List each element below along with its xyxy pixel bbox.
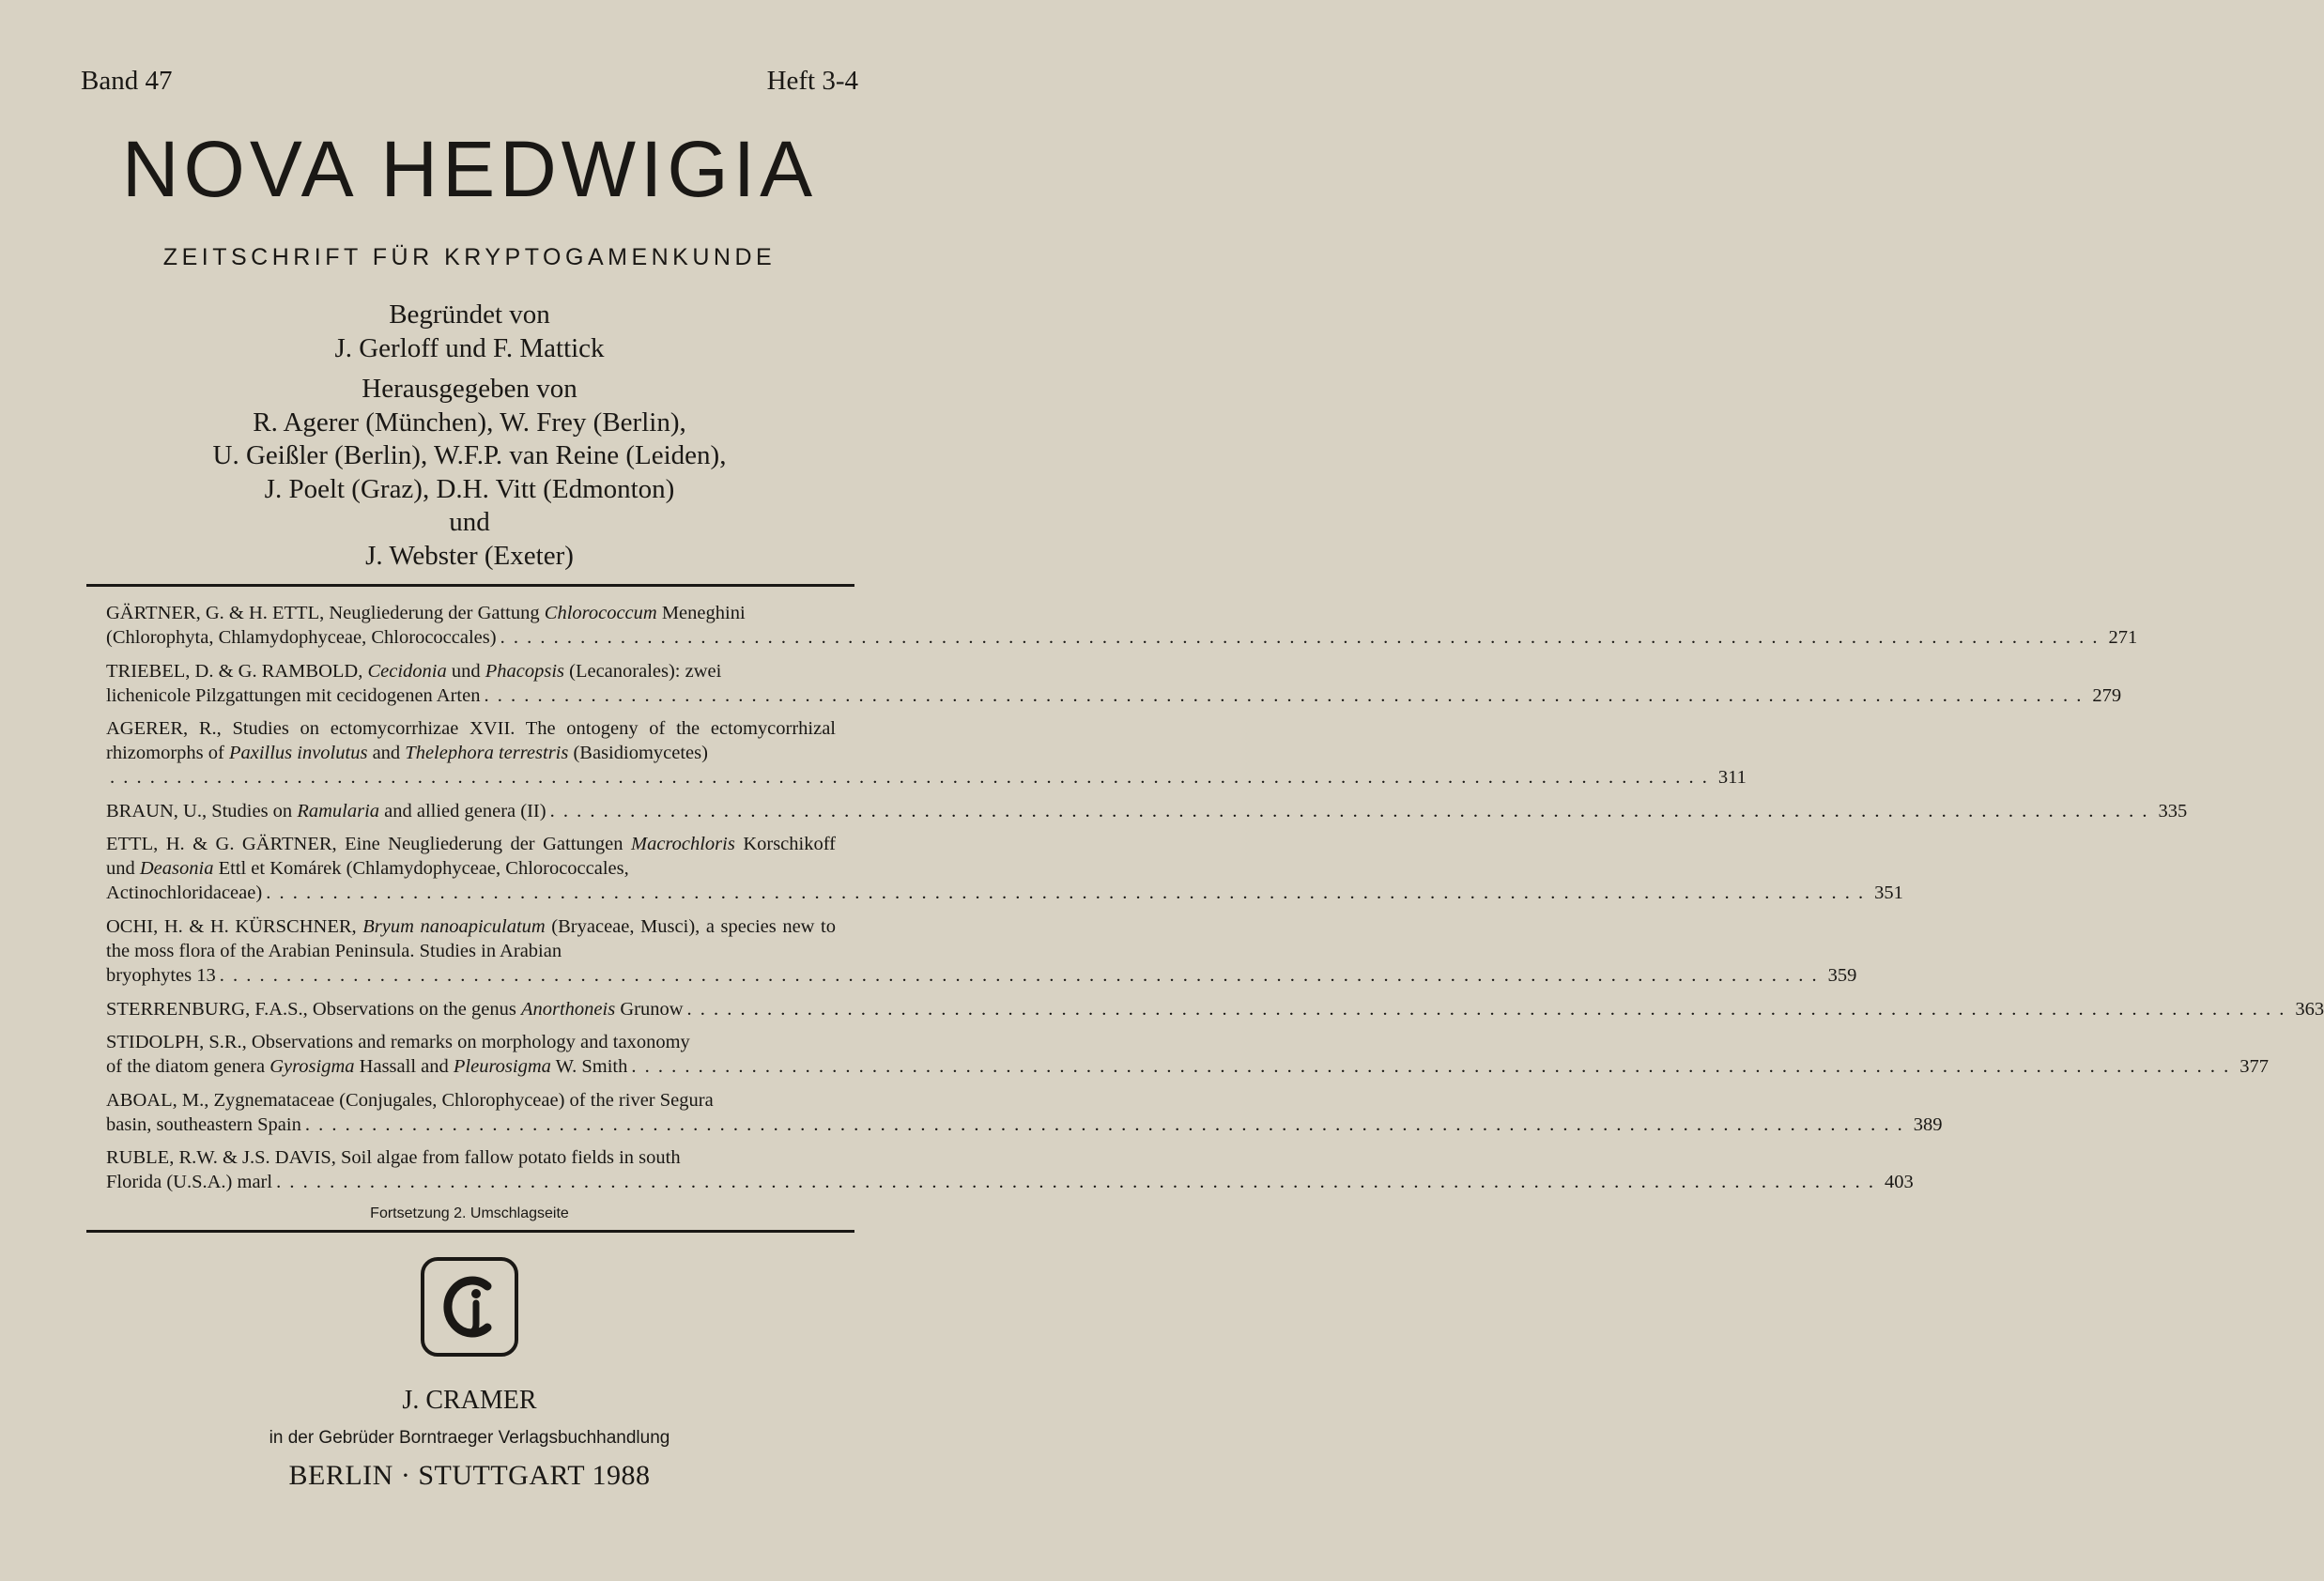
entry-text: Korschikoff und [106,834,837,880]
toc-entry-last-line [106,683,2122,708]
dot-leader: . . . . . . . . . . . . . . . . . . . . . . . . . . . . . . . . . . . . . . . . . . . . . . . . . . . . . . . . . . . . . . . . . . . . . . . . . . . . . . . . . . . . . . . . . . . . . . . . . . . . . . . . . . . . . . . . . . . . . . . . [549,800,2149,821]
page-number: 377 [2239,1056,2269,1078]
toc-entry-body [106,1088,836,1113]
entry-text: Grunow [615,998,684,1020]
editors-line: J. Webster (Exeter) [365,540,574,571]
entry-text: Actinochloridaceae) [106,883,263,904]
entry-text: ETTL, H. & G. GÄRTNER, Eine Neugliederung der Gattungen [106,834,631,855]
entry-text: (Bryaceae, Musci), a species new to the moss flora of the Arabian Peninsula. Studies in Arabian [106,915,836,961]
publisher-name: J. CRAMER [402,1386,537,1415]
page-number: 335 [2158,800,2188,821]
toc-entry[interactable] [106,799,2188,823]
table-of-contents [106,601,2324,1204]
taxon-name: Pleurosigma [453,1056,551,1078]
toc-entry-tail [106,1113,301,1137]
toc-entry-last-line [106,799,2188,823]
toc-entry[interactable] [106,1030,2269,1079]
entry-text: of the diatom genera [106,1056,270,1078]
entry-text: AGERER, R., Studies on ectomycorrhizae XVII. The ontogeny of the ectomycorrhizal rhizomorphs of [106,718,836,764]
page-number: 359 [1827,964,1857,986]
entry-text: (Lecanorales): zwei [564,660,722,682]
taxon-name: Paxillus involutus [228,743,368,764]
publication-place-year: BERLIN · STUTTGART 1988 [288,1460,651,1491]
toc-entry-tail [106,1054,627,1079]
toc-entry[interactable] [106,1145,1914,1194]
page-number: 311 [1717,767,1747,789]
toc-entry-body [106,832,836,881]
journal-title: NOVA HEDWIGIA [121,125,818,213]
toc-entry-last-line [106,1170,1914,1194]
dot-leader: . . . . . . . . . . . . . . . . . . . . . . . . . . . . . . . . . . . . . . . . . . . . . . . . . . . . . . . . . . . . . . . . . . . . . . . . . . . . . . . . . . . . . . . . . . . . . . . . . . . . . . . . . . . . . . . . . . . . . . . . [219,964,1819,986]
toc-entry-body [106,601,836,625]
editors-line: und [449,507,490,537]
page-number: 279 [2092,684,2122,706]
toc-entry-last-line [106,1113,1943,1137]
toc-entry-tail [106,625,497,650]
entry-text: lichenicole Pilzgattungen mit cecidogenen Arten [106,684,481,706]
entry-text: W. Smith [550,1056,628,1078]
toc-entry-tail [106,963,216,988]
taxon-name: Bryum nanoapiculatum [362,915,546,937]
dot-leader: . . . . . . . . . . . . . . . . . . . . . . . . . . . . . . . . . . . . . . . . . . . . . . . . . . . . . . . . . . . . . . . . . . . . . . . . . . . . . . . . . . . . . . . . . . . . . . . . . . . . . . . . . . . . . . . . . . . . . . . . [276,1172,1875,1193]
publisher-imprint: in der Gebrüder Borntraeger Verlagsbuchhandlung [269,1428,670,1448]
toc-entry-last-line [106,765,1747,790]
entry-text: Meneghini [656,603,746,623]
founders-label: Begründet von [389,299,550,330]
toc-entry-body [106,1145,836,1170]
entry-text: (Basidiomycetes) [568,743,708,764]
journal-subtitle: ZEITSCHRIFT FÜR KRYPTOGAMENKUNDE [162,244,777,270]
bottom-divider [86,1230,854,1233]
toc-entry-tail [106,683,480,708]
taxon-name: Thelephora terrestris [405,743,569,764]
toc-entry-body [106,914,836,963]
page-number: 389 [1913,1113,1943,1135]
toc-entry-tail [106,1170,272,1194]
taxon-name: Macrochloris [631,834,735,855]
top-divider [86,584,854,587]
entry-text: ABOAL, M., Zygnemataceae (Conjugales, Chlorophyceae) of the river Segura [106,1089,714,1111]
volume-number: Band 47 [81,66,173,96]
entry-text: RUBLE, R.W. & J.S. DAVIS, Soil algae from fallow potato fields in south [106,1147,681,1169]
dot-leader: . . . . . . . . . . . . . . . . . . . . . . . . . . . . . . . . . . . . . . . . . . . . . . . . . . . . . . . . . . . . . . . . . . . . . . . . . . . . . . . . . . . . . . . . . . . . . . . . . . . . . . . . . . . . . . . . . . . . . . . . [266,883,1866,904]
editorial-credits [0,299,939,573]
entry-text: TRIEBEL, D. & G. RAMBOLD, [106,660,368,682]
page-number: 351 [1874,883,1903,904]
dot-leader: . . . . . . . . . . . . . . . . . . . . . . . . . . . . . . . . . . . . . . . . . . . . . . . . . . . . . . . . . . . . . . . . . . . . . . . . . . . . . . . . . . . . . . . . . . . . . . . . . . . . . . . . . . . . . . . . . . . . . . . . [484,684,2084,706]
toc-entry-last-line [106,625,2138,650]
toc-entry[interactable] [106,716,1747,790]
entry-text: STIDOLPH, S.R., Observations and remarks on morphology and taxonomy [106,1032,690,1053]
entry-text: and [367,743,406,764]
taxon-name: Gyrosigma [269,1056,355,1078]
taxon-name: Cecidonia [367,660,447,682]
dot-leader: . . . . . . . . . . . . . . . . . . . . . . . . . . . . . . . . . . . . . . . . . . . . . . . . . . . . . . . . . . . . . . . . . . . . . . . . . . . . . . . . . . . . . . . . . . . . . . . . . . . . . . . . . . . . . . . . . . . . . . . . [304,1113,1904,1135]
taxon-name: Anorthoneis [520,998,616,1020]
entry-text: Florida (U.S.A.) marl [106,1172,273,1193]
taxon-name: Ramularia [297,800,380,821]
entry-text: basin, southeastern Spain [106,1113,301,1135]
editors-label: Herausgegeben von [362,374,577,404]
entry-text: STERRENBURG, F.A.S., Observations on the genus [106,998,521,1020]
toc-entry-body [106,1030,836,1054]
toc-entry-tail [106,881,262,905]
entry-text: OCHI, H. & H. KÜRSCHNER, [106,915,363,937]
toc-entry[interactable] [106,832,1903,905]
editors-line: U. Geißler (Berlin), W.F.P. van Reine (Leiden), [212,440,727,470]
toc-entry-tail [106,799,546,823]
issue-number: Heft 3-4 [766,66,858,96]
taxon-name: Deasonia [139,858,214,880]
toc-entry[interactable] [106,659,2122,708]
founders-names: J. Gerloff und F. Mattick [334,332,605,363]
dot-leader: . . . . . . . . . . . . . . . . . . . . . . . . . . . . . . . . . . . . . . . . . . . . . . . . . . . . . . . . . . . . . . . . . . . . . . . . . . . . . . . . . . . . . . . . . . . . . . . . . . . . . . . . . . . . . . . . . . . . . . . . [110,767,1709,789]
dot-leader: . . . . . . . . . . . . . . . . . . . . . . . . . . . . . . . . . . . . . . . . . . . . . . . . . . . . . . . . . . . . . . . . . . . . . . . . . . . . . . . . . . . . . . . . . . . . . . . . . . . . . . . . . . . . . . . . . . . . . . . . [686,998,2286,1020]
entry-text: (Chlorophyta, Chlamydophyceae, Chlorococcales) [106,627,497,648]
toc-entry[interactable] [106,1088,1943,1137]
page-number: 363 [2295,998,2324,1020]
entry-text: Hassall and [354,1056,454,1078]
entry-text: bryophytes 13 [106,964,216,986]
toc-entry-last-line [106,1054,2269,1079]
editors-line: J. Poelt (Graz), D.H. Vitt (Edmonton) [264,473,675,504]
taxon-name: Chlorococcum [544,603,657,623]
entry-text: BRAUN, U., Studies on [106,800,298,821]
entry-text: Ettl et Komárek (Chlamydophyceae, Chlorococcales, [213,858,629,880]
toc-entry-body [106,716,836,765]
toc-entry-last-line [106,997,2324,1021]
page-number: 271 [2108,627,2138,648]
entry-text: GÄRTNER, G. & H. ETTL, Neugliederung der Gattung [106,603,545,623]
taxon-name: Phacopsis [485,660,564,682]
editors-line: R. Agerer (München), W. Frey (Berlin), [253,407,686,437]
toc-entry-tail [106,997,684,1021]
publisher-logo [420,1256,519,1358]
toc-entry[interactable] [106,601,2138,650]
toc-entry-last-line [106,881,1903,905]
page-number: 403 [1884,1172,1914,1193]
dot-leader: . . . . . . . . . . . . . . . . . . . . . . . . . . . . . . . . . . . . . . . . . . . . . . . . . . . . . . . . . . . . . . . . . . . . . . . . . . . . . . . . . . . . . . . . . . . . . . . . . . . . . . . . . . . . . . . . . . . . . . . . [500,627,2100,648]
toc-entry[interactable] [106,997,2324,1021]
toc-entry[interactable] [106,914,1857,988]
continuation-note: Fortsetzung 2. Umschlagseite [370,1205,569,1221]
entry-text: and allied genera (II) [379,800,546,821]
toc-entry-last-line [106,963,1857,988]
entry-text: und [446,660,485,682]
dot-leader: . . . . . . . . . . . . . . . . . . . . . . . . . . . . . . . . . . . . . . . . . . . . . . . . . . . . . . . . . . . . . . . . . . . . . . . . . . . . . . . . . . . . . . . . . . . . . . . . . . . . . . . . . . . . . . . . . . . . . . . . [631,1056,2231,1078]
toc-entry-body [106,659,836,683]
